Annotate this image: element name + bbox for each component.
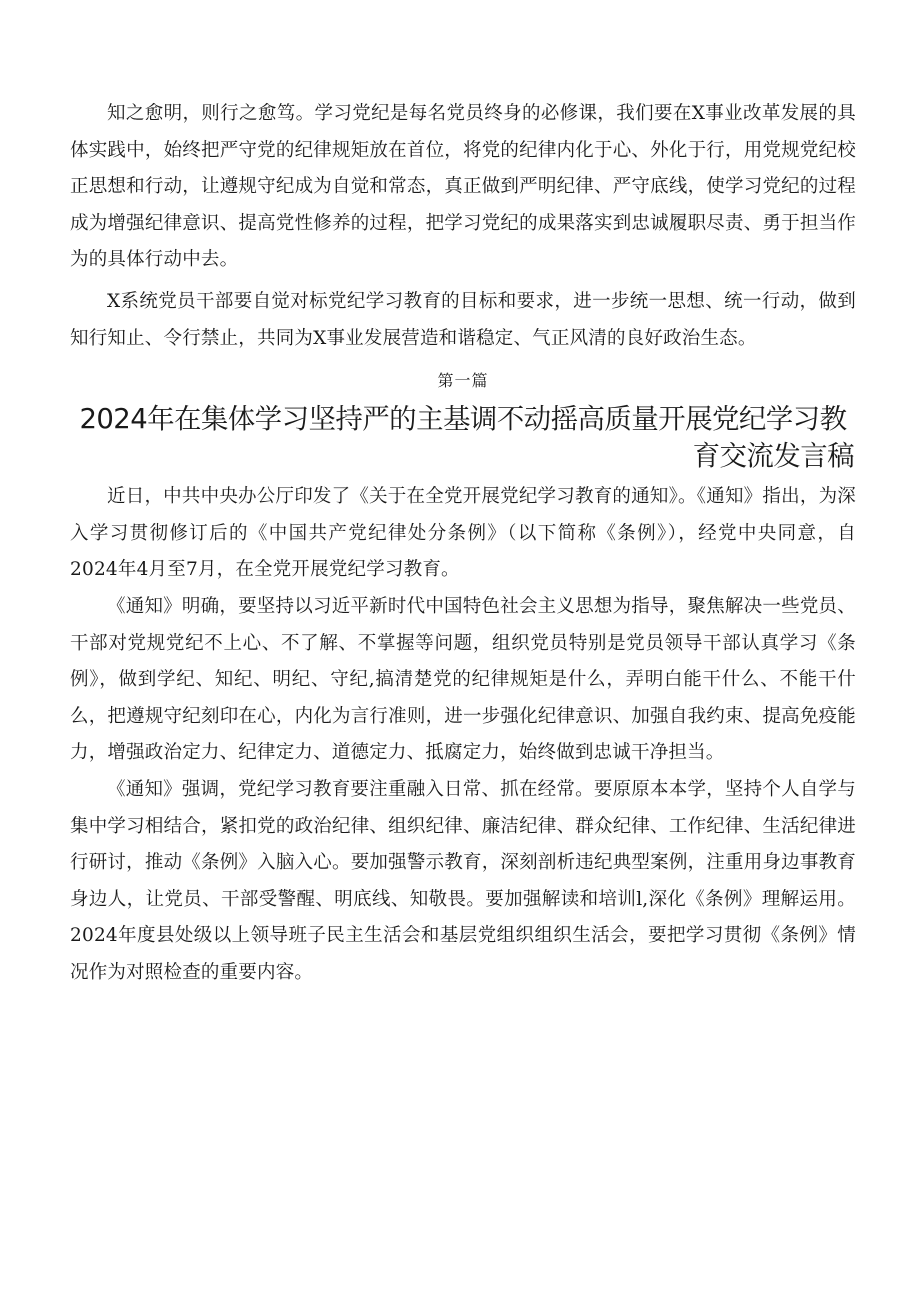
body-paragraph-2: 《通知》明确，要坚持以习近平新时代中国特色社会主义思想为指导，聚焦解决一些党员、干部对党规党纪不上心、不了解、不掌握等问题，组织党员特别是党员领导干部认真学习《条例》，做到学纪、知纪、明纪、守纪,搞清楚党的纪律规矩是什么，弄明白能干什么、不能干什么，把遵规守纪刻印在心，内化为言行准则，进一步强化纪律意识、加强自我约束、提高免疫能力，增强政治定力、纪律定力、道德定力、抵腐定力，始终做到忠诚干净担当。 bbox=[70, 595, 856, 764]
body-paragraph-3: 《通知》强调，党纪学习教育要注重融入日常、抓在经常。要原原本本学，坚持个人自学与集中学习相结合，紧扣党的政治纪律、组织纪律、廉洁纪律、群众纪律、工作纪律、生活纪律进行研讨，推动《条例》入脑入心。要加强警示教育，深刻剖析违纪典型案例，注重用身边事教育身边人，让党员、干部受警醒、明底线、知敬畏。要加强解读和培训l,深化《条例》理解运用。2024年度县处级以上领导班子民主生活会和基层党组织组织生活会，要把学习贯彻《条例》情况作为对照检查的重要内容。 bbox=[70, 778, 856, 983]
article-title bbox=[70, 401, 856, 475]
article-title-line-2: 育交流发言稿 bbox=[692, 440, 854, 473]
document-page bbox=[70, 96, 856, 991]
intro-paragraph-1: 知之愈明，则行之愈笃。学习党纪是每名党员终身的必修课，我们要在X事业改革发展的具体实践中，始终把严守党的纪律规矩放在首位，将党的纪律内化于心、外化于行，用党规党纪校正思想和行动，让遵规守纪成为自觉和常态，真正做到严明纪律、严守底线，使学习党纪的过程成为增强纪律意识、提高党性修养的过程，把学习党纪的成果落实到忠诚履职尽责、勇于担当作为的具体行动中去。 bbox=[70, 103, 856, 271]
intro-paragraph-2: X系统党员干部要自觉对标党纪学习教育的目标和要求，进一步统一思想、统一行动，做到知行知止、令行禁止，共同为X事业发展营造和谐稳定、气正风清的良好政治生态。 bbox=[70, 290, 856, 349]
section-label: 第一篇 bbox=[437, 371, 489, 391]
article-title-line-1: 2024年在集体学习坚持严的主基调不动摇高质量开展党纪学习教 bbox=[79, 403, 847, 436]
body-paragraph-1: 近日，中共中央办公厅印发了《关于在全党开展党纪学习教育的通知》。《通知》指出，为深入学习贯彻修订后的《中国共产党纪律处分条例》（以下简称《条例》），经党中央同意，自2024年4月至7月，在全党开展党纪学习教育。 bbox=[70, 486, 856, 581]
